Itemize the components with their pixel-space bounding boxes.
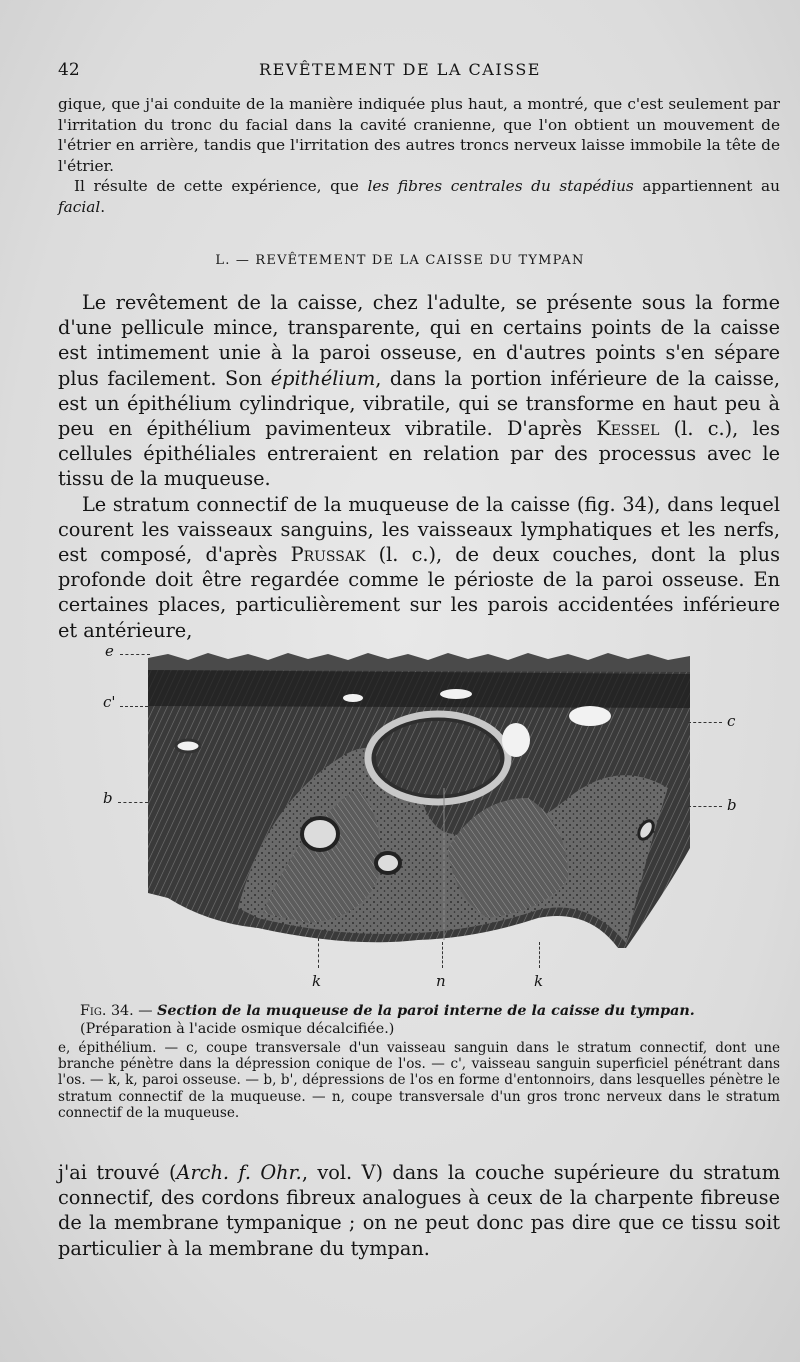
epithelium-layer bbox=[148, 653, 690, 672]
figure-caption: Fig. 34. — Section de la muqueuse de la paroi interne de la caisse du tympan. (Préparation à l'acide osmique décalcifiée.) bbox=[80, 1003, 695, 1037]
vessel-lumen bbox=[569, 706, 611, 726]
label-k-left: k bbox=[312, 972, 322, 990]
figure-34-illustration bbox=[148, 648, 690, 948]
label-k-right: k bbox=[534, 972, 544, 990]
page-number: 42 bbox=[58, 60, 80, 80]
label-b-left: b bbox=[103, 789, 113, 807]
bottom-text bbox=[58, 1160, 780, 1261]
vessel-in-bone-left bbox=[302, 818, 338, 850]
superficial-vessel bbox=[343, 694, 363, 702]
top-text-block bbox=[58, 94, 780, 217]
tissue-section-drawing bbox=[148, 648, 690, 948]
vessel-lumen bbox=[440, 689, 472, 699]
label-c-prime: c' bbox=[103, 693, 116, 711]
running-title: REVÊTEMENT DE LA CAISSE bbox=[259, 60, 541, 79]
label-n: n bbox=[436, 972, 446, 990]
body-text bbox=[58, 290, 780, 643]
body-paragraph-1: Le revêtement de la caisse, chez l'adulte, se présente sous la forme d'une pellicule mince, transparente, qui en certains points de la caisse est intimement unie à la paroi osseuse, en d'autres points s'en sépare plus facilement. Son épithélium, dans la portion inférieure de la caisse, est un épithélium cylindrique, vibratile, qui se transforme en haut peu à peu en épithélium pavimenteux vibratile. D'après Kessel (l. c.), les cellules épithéliales entreraient en relation par des processus avec le tissu de la muqueuse. bbox=[58, 291, 780, 491]
body-paragraph-2: Le stratum connectif de la muqueuse de la caisse (fig. 34), dans lequel courent les vaisseaux sanguins, les vaisseaux lymphatiques et les nerfs, est composé, d'après Prussak (l. c.), de deux couches, dont la plus profonde doit être regardée comme le périoste de la paroi osseuse. En certaines places, particulièrement sur les parois accidentées inférieure et antérieure, bbox=[58, 492, 780, 642]
top-paragraph-1: gique, que j'ai conduite de la manière indiquée plus haut, a montré, que c'est seulement par l'irritation du tronc du facial dans la cavité cranienne, que l'on obtient un mouvement de l'étrier en arrière, tandis que l'irritation des autres troncs nerveux laisse immobile la tête de l'étrier. bbox=[58, 95, 780, 175]
vessel-lumen bbox=[502, 723, 530, 757]
label-e: e bbox=[105, 642, 114, 660]
figure-legend: e, épithélium. — c, coupe transversale d'un vaisseau sanguin dans le stratum connectif, dont une branche pénètre dans la dépression conique de l'os. — c', vaisseau sanguin superficiel pénétrant dans l'os. — k, k, paroi osseuse. — b, b', dépressions de l'os en forme d'entonnoirs, dans lesquelles pénètre le stratum connectif de la muqueuse. — n, coupe transversale d'un gros tronc nerveux dans le stratum connectif de la muqueuse. bbox=[58, 1040, 780, 1121]
vessel-in-bone bbox=[376, 853, 400, 873]
section-heading: L. — REVÊTEMENT DE LA CAISSE DU TYMPAN bbox=[215, 253, 585, 268]
bottom-paragraph: j'ai trouvé (Arch. f. Ohr., vol. V) dans la couche supérieure du stratum connectif, des cordons fibreux analogues à ceux de la charpente fibreuse de la membrane tympanique ; on ne peut donc pas dire que ce tissu soit particulier à la membrane du tympan. bbox=[58, 1161, 780, 1260]
top-paragraph-2: Il résulte de cette expérience, que les fibres centrales du stapédius appartiennent au facial. bbox=[58, 177, 780, 216]
upper-dense-layer bbox=[148, 670, 690, 708]
vessel-lumen bbox=[176, 740, 200, 752]
label-c: c bbox=[727, 712, 736, 730]
label-b-right: b bbox=[727, 796, 737, 814]
